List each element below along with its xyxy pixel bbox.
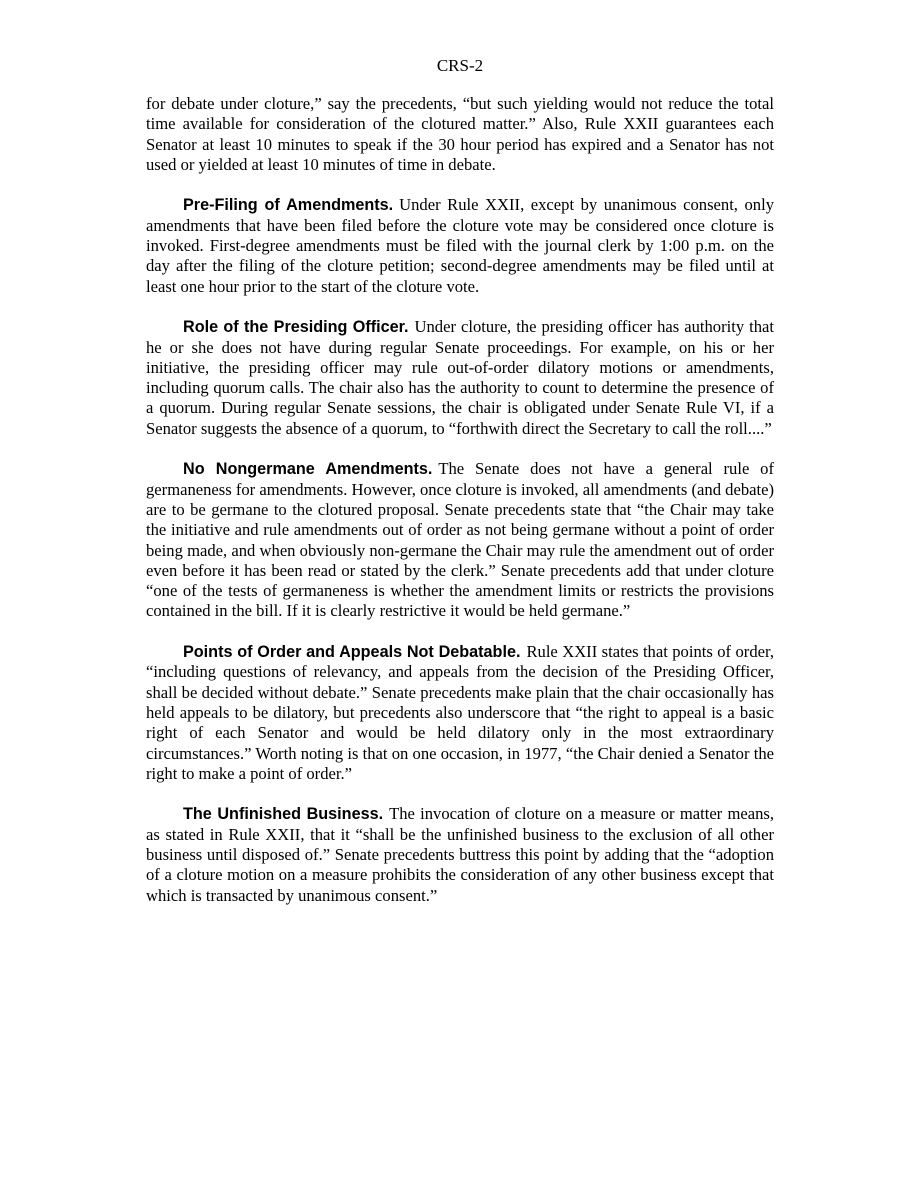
paragraph-text: The Senate does not have a general rule of germaneness for amendments. However, once cloture is invoked, all amendments (and debate) are to be germane to the clotured proposal. Senate precedents state that “the Chair may take the initiative and rule amendments out of order as not being germane without a point of order being made, and when obviously non-germane the Chair may rule the amendment out of order even before it has been read or stated by the clerk.” Senate precedents add that under cloture “one of the tests of germaneness is whether the amendment limits or restricts the provisions contained in the bill. If it is clearly restrictive it would be held germane.” xyxy=(146,459,774,621)
section-pre-filing-of-amendments xyxy=(146,195,774,296)
section-heading: Pre-Filing of Amendments. xyxy=(183,196,394,215)
paragraph-text: Rule XXII states that points of order, “including questions of relevancy, and appeals from the decision of the Presiding Officer, shall be decided without debate.” Senate precedents make plain that the chair occasionally has held appeals to be dilatory, but precedents also underscore that “the right to appeal is a basic right of each Senator and would be held dilatory only in the most extraordinary circumstances.” Worth noting is that on one occasion, in 1977, “the Chair denied a Senator the right to make a point of order.” xyxy=(146,642,774,783)
section-the-unfinished-business xyxy=(146,804,774,905)
section-points-of-order-and-appeals xyxy=(146,642,774,784)
continuation-paragraph xyxy=(146,94,774,175)
paragraph-text: Under cloture, the presiding officer has authority that he or she does not have during regular Senate proceedings. For example, on his or her initiative, the presiding officer may rule out-of-order dilatory motions or amendments, including quorum calls. The chair also has the authority to count to determine the presence of a quorum. During regular Senate sessions, the chair is obligated under Senate Rule VI, if a Senator suggests the absence of a quorum, to “forthwith direct the Secretary to call the roll....” xyxy=(146,317,774,438)
section-heading: Role of the Presiding Officer. xyxy=(183,318,409,337)
section-heading: The Unfinished Business. xyxy=(183,805,384,824)
section-heading: Points of Order and Appeals Not Debatable. xyxy=(183,643,521,662)
document-body xyxy=(146,94,774,926)
paragraph-text: Under Rule XXII, except by unanimous consent, only amendments that have been filed before the cloture vote may be considered once cloture is invoked. First-degree amendments must be filed with the journal clerk by 1:00 p.m. on the day after the filing of the cloture petition; second-degree amendments may be filed until at least one hour prior to the start of the cloture vote. xyxy=(146,195,774,296)
section-role-of-presiding-officer xyxy=(146,317,774,439)
paragraph-text: The invocation of cloture on a measure or matter means, as stated in Rule XXII, that it “shall be the unfinished business to the exclusion of all other business until disposed of.” Senate precedents buttress this point by adding that the “adoption of a cloture motion on a measure prohibits the consideration of any other business except that which is transacted by unanimous consent.” xyxy=(146,804,774,905)
section-heading: No Nongermane Amendments. xyxy=(183,460,433,479)
paragraph-text: for debate under cloture,” say the precedents, “but such yielding would not reduce the total time available for consideration of the clotured matter.” Also, Rule XXII guarantees each Senator at least 10 minutes to speak if the 30 hour period has expired and a Senator has not used or yielded at least 10 minutes of time in debate. xyxy=(146,94,774,174)
section-no-nongermane-amendments xyxy=(146,459,774,621)
page-number-header: CRS-2 xyxy=(436,56,484,75)
